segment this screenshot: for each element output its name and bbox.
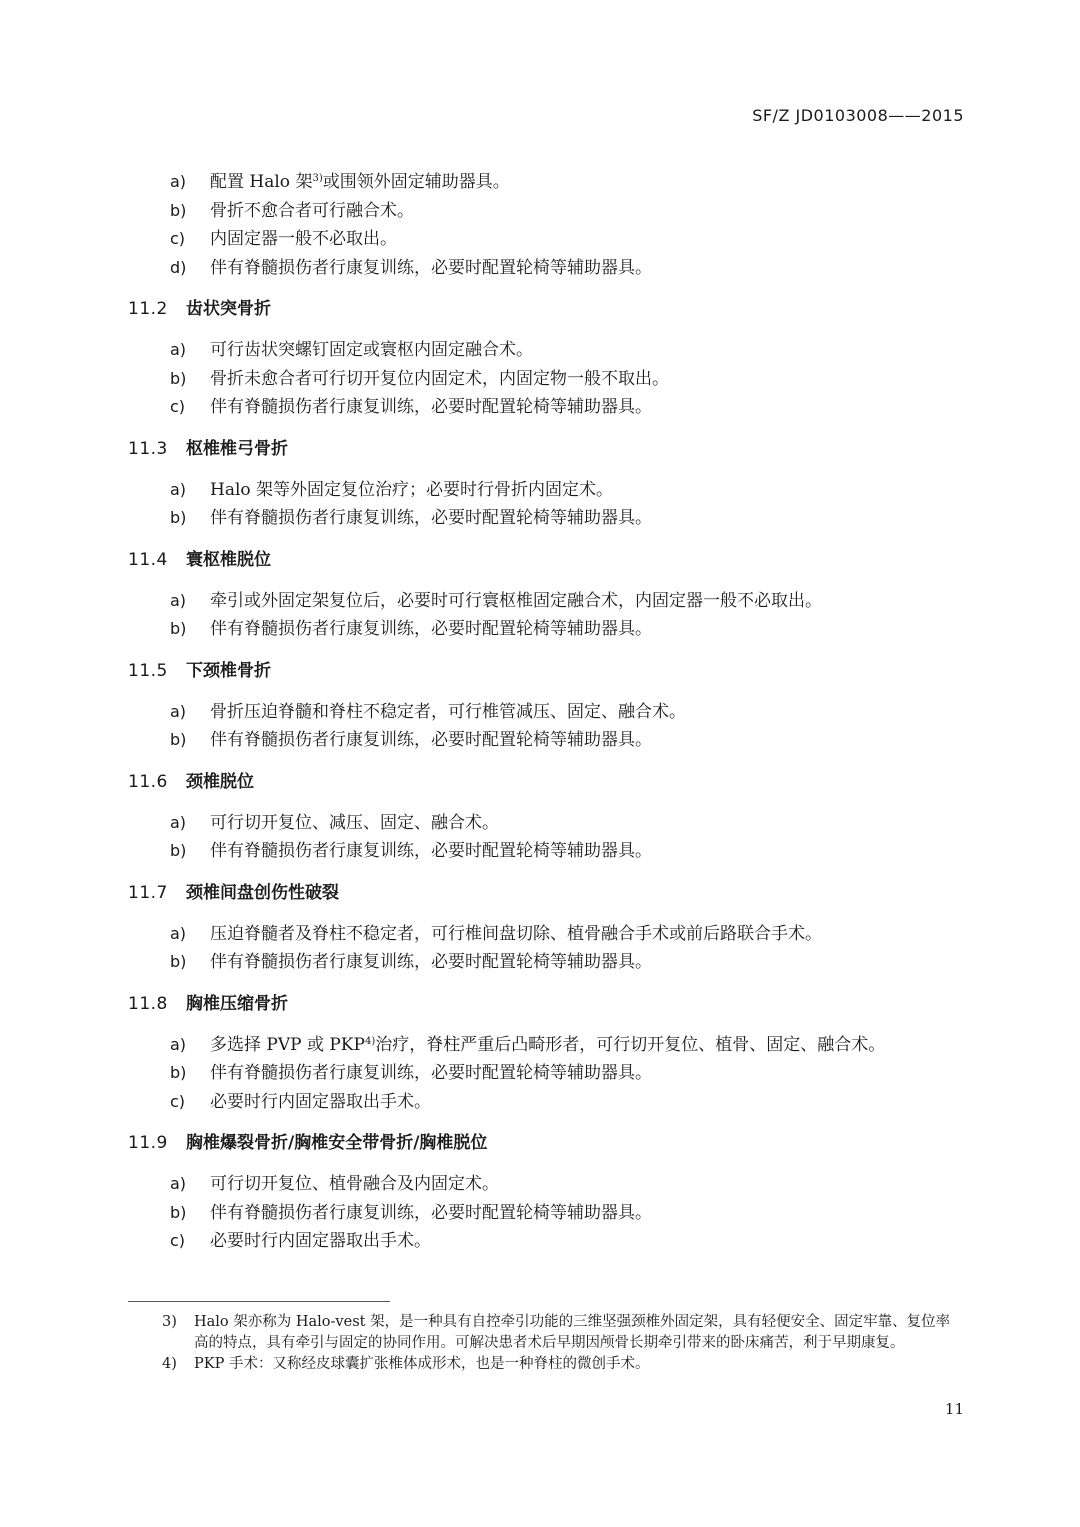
section-number: 11.2 bbox=[128, 299, 168, 319]
list-item bbox=[170, 168, 964, 197]
list-item bbox=[170, 587, 964, 616]
intro-list bbox=[128, 168, 964, 282]
item-text: 伴有脊髓损伤者行康复训练，必要时配置轮椅等辅助器具。 bbox=[210, 841, 652, 861]
footnote bbox=[128, 1354, 964, 1375]
section-11-2 bbox=[128, 295, 964, 422]
item-label: c) bbox=[170, 1231, 186, 1250]
footnote-ref[interactable]: 3) bbox=[312, 173, 323, 184]
section-11-3 bbox=[128, 435, 964, 533]
list-item bbox=[170, 698, 964, 727]
item-text: 伴有脊髓损伤者行康复训练，必要时配置轮椅等辅助器具。 bbox=[210, 508, 652, 528]
section-11-5 bbox=[128, 657, 964, 755]
page-number: 11 bbox=[944, 1400, 964, 1418]
footnote-text: Halo 架亦称为 Halo-vest 架，是一种具有自控牵引功能的三维坚强颈椎外固定架，具有轻便安全、固定牢靠、复位率高的特点，具有牵引与固定的协同作用。可解决患者术后早期因颅骨长期牵引带来的卧床痛苦，利于早期康复。 bbox=[194, 1314, 951, 1351]
item-text: 伴有脊髓损伤者行康复训练，必要时配置轮椅等辅助器具。 bbox=[210, 1202, 652, 1223]
footnote-number: 3) bbox=[162, 1314, 177, 1330]
item-label: d) bbox=[170, 257, 187, 277]
item-label: c) bbox=[170, 229, 186, 248]
item-text: 牵引或外固定架复位后，必要时可行寰枢椎固定融合术，内固定器一般不必取出。 bbox=[210, 590, 822, 611]
list-item bbox=[170, 809, 964, 838]
item-label: a) bbox=[170, 590, 187, 610]
list-item bbox=[170, 1227, 964, 1256]
item-text: 压迫脊髓者及脊柱不稳定者，可行椎间盘切除、植骨融合手术或前后路联合手术。 bbox=[210, 923, 822, 944]
list-item bbox=[170, 476, 964, 505]
item-label: a) bbox=[170, 701, 187, 721]
list-item bbox=[170, 365, 964, 394]
section-number: 11.9 bbox=[128, 1133, 168, 1153]
item-label: b) bbox=[170, 730, 187, 749]
section-heading bbox=[128, 295, 964, 323]
item-text: 内固定器一般不必取出。 bbox=[210, 229, 397, 249]
item-label: a) bbox=[170, 172, 187, 191]
list-item bbox=[170, 726, 964, 755]
section-number: 11.3 bbox=[128, 438, 168, 459]
section-number: 11.4 bbox=[128, 549, 168, 570]
item-label: a) bbox=[170, 923, 187, 943]
section-heading bbox=[128, 990, 964, 1018]
section-heading bbox=[128, 1129, 964, 1157]
item-text: 可行切开复位、减压、固定、融合术。 bbox=[210, 812, 499, 833]
list-item bbox=[170, 254, 964, 283]
item-label: a) bbox=[170, 1174, 187, 1193]
list-item bbox=[170, 225, 964, 254]
footnote-divider bbox=[128, 1301, 390, 1302]
section-heading bbox=[128, 546, 964, 574]
item-text: 骨折压迫脊髓和脊柱不稳定者，可行椎管减压、固定、融合术。 bbox=[210, 701, 686, 722]
item-label: a) bbox=[170, 1034, 187, 1054]
item-text bbox=[210, 1031, 885, 1060]
item-text bbox=[210, 168, 510, 197]
item-label: b) bbox=[170, 1202, 187, 1222]
section-heading bbox=[128, 768, 964, 796]
list-item bbox=[170, 1088, 964, 1117]
item-text: Halo 架等外固定复位治疗；必要时行骨折内固定术。 bbox=[210, 479, 614, 500]
list-item bbox=[170, 948, 964, 977]
item-label: b) bbox=[170, 1063, 187, 1082]
item-label: a) bbox=[170, 479, 187, 499]
list-item bbox=[170, 504, 964, 533]
footnote bbox=[128, 1312, 964, 1354]
item-label: c) bbox=[170, 397, 186, 416]
list-item bbox=[170, 1170, 964, 1199]
section-11-4 bbox=[128, 546, 964, 644]
item-label: c) bbox=[170, 1091, 186, 1111]
item-text: 伴有脊髓损伤者行康复训练，必要时配置轮椅等辅助器具。 bbox=[210, 257, 652, 278]
section-number: 11.6 bbox=[128, 771, 168, 792]
item-text: 伴有脊髓损伤者行康复训练，必要时配置轮椅等辅助器具。 bbox=[210, 619, 652, 639]
item-text: 骨折不愈合者可行融合术。 bbox=[210, 200, 414, 221]
section-heading bbox=[128, 435, 964, 463]
item-label: b) bbox=[170, 619, 187, 638]
section-11-8 bbox=[128, 990, 964, 1117]
list-item bbox=[170, 920, 964, 949]
item-text: 可行齿状突螺钉固定或寰枢内固定融合术。 bbox=[210, 340, 533, 360]
section-11-9 bbox=[128, 1129, 964, 1256]
section-11-6 bbox=[128, 768, 964, 866]
footnote-ref[interactable]: 4) bbox=[364, 1035, 376, 1047]
item-text: 伴有脊髓损伤者行康复训练，必要时配置轮椅等辅助器具。 bbox=[210, 1063, 652, 1083]
list-item bbox=[170, 1199, 964, 1228]
list-item bbox=[170, 197, 964, 226]
section-heading bbox=[128, 879, 964, 907]
standard-code-header: SF/Z JD0103008——2015 bbox=[752, 106, 964, 125]
item-text: 伴有脊髓损伤者行康复训练，必要时配置轮椅等辅助器具。 bbox=[210, 952, 652, 972]
section-title: 颈椎间盘创伤性破裂 bbox=[186, 882, 339, 903]
item-label: b) bbox=[170, 952, 187, 971]
list-item bbox=[170, 615, 964, 644]
list-item bbox=[170, 393, 964, 422]
section-title: 齿状突骨折 bbox=[186, 299, 271, 319]
item-text-part: 治疗，脊柱严重后凸畸形者，可行切开复位、植骨、固定、融合术。 bbox=[375, 1034, 886, 1055]
section-number: 11.7 bbox=[128, 882, 168, 903]
item-label: a) bbox=[170, 340, 187, 359]
list-item bbox=[170, 1031, 964, 1060]
list-item bbox=[170, 837, 964, 866]
item-label: b) bbox=[170, 200, 187, 220]
item-text-part: 配置 Halo 架 bbox=[210, 172, 313, 192]
section-number: 11.5 bbox=[128, 660, 168, 681]
item-text-part: 多选择 PVP 或 PKP bbox=[210, 1034, 365, 1055]
item-label: b) bbox=[170, 368, 187, 388]
item-label: b) bbox=[170, 508, 187, 527]
item-label: b) bbox=[170, 841, 187, 860]
list-item bbox=[170, 1059, 964, 1088]
section-title: 胸椎压缩骨折 bbox=[186, 993, 288, 1014]
item-text: 骨折未愈合者可行切开复位内固定术，内固定物一般不取出。 bbox=[210, 368, 669, 389]
item-label: a) bbox=[170, 812, 187, 832]
document-body bbox=[128, 168, 964, 1256]
section-11-7 bbox=[128, 879, 964, 977]
section-title: 枢椎椎弓骨折 bbox=[186, 438, 288, 459]
item-text: 伴有脊髓损伤者行康复训练，必要时配置轮椅等辅助器具。 bbox=[210, 730, 652, 750]
section-heading bbox=[128, 657, 964, 685]
section-title: 下颈椎骨折 bbox=[186, 660, 271, 681]
item-text: 必要时行内固定器取出手术。 bbox=[210, 1091, 431, 1112]
section-title: 胸椎爆裂骨折/胸椎安全带骨折/胸椎脱位 bbox=[186, 1133, 488, 1153]
footnote-text: PKP 手术：又称经皮球囊扩张椎体成形术，也是一种脊柱的微创手术。 bbox=[194, 1356, 650, 1372]
footnote-number: 4) bbox=[162, 1356, 177, 1372]
section-title: 颈椎脱位 bbox=[186, 771, 254, 792]
item-text: 伴有脊髓损伤者行康复训练，必要时配置轮椅等辅助器具。 bbox=[210, 397, 652, 417]
section-number: 11.8 bbox=[128, 993, 168, 1014]
footnotes bbox=[128, 1312, 964, 1375]
item-text: 可行切开复位、植骨融合及内固定术。 bbox=[210, 1174, 499, 1194]
item-text: 必要时行内固定器取出手术。 bbox=[210, 1231, 431, 1251]
section-title: 寰枢椎脱位 bbox=[186, 549, 271, 570]
item-text-part: 或围领外固定辅助器具。 bbox=[322, 172, 510, 192]
list-item bbox=[170, 336, 964, 365]
